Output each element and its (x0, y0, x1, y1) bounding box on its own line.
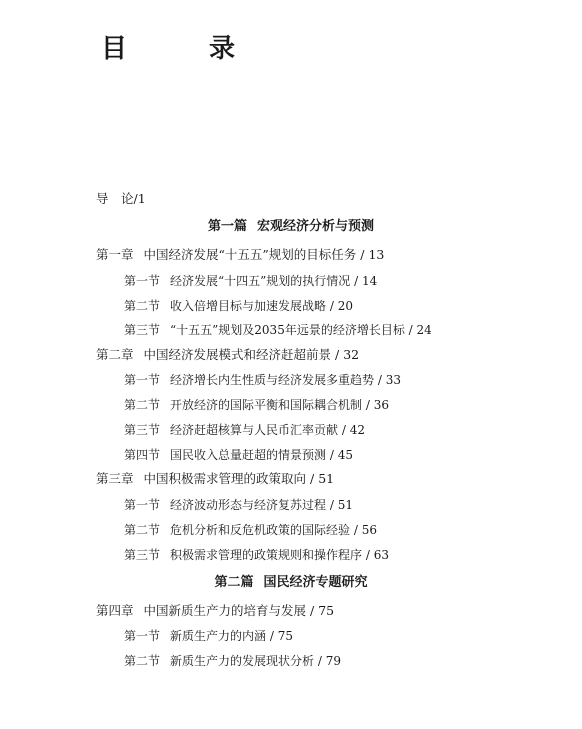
toc-chapter-1[interactable] (96, 247, 384, 263)
section-label: 第一节 (124, 373, 161, 387)
section-title: 经济波动形态与经济复苏过程 / (170, 498, 334, 512)
section-label: 第四节 (124, 448, 161, 462)
toc-page: 56 (361, 523, 377, 537)
section-label: 第二节 (124, 299, 161, 313)
toc-page: 63 (373, 548, 389, 562)
section-label: 第二节 (124, 398, 161, 412)
toc-section[interactable] (124, 547, 389, 563)
section-title: “十五五”规划及2035年远景的经济增长目标 / (170, 323, 413, 337)
toc-page: 33 (385, 373, 401, 387)
chapter-title: 中国经济发展“十五五”规划的目标任务 / (143, 247, 365, 262)
section-label: 第三节 (124, 323, 161, 337)
section-title: 开放经济的国际平衡和国际耦合机制 / (170, 398, 370, 412)
toc-page: 13 (368, 247, 385, 262)
chapter-title: 中国经济发展模式和经济赶超前景 / (143, 347, 340, 362)
toc-section[interactable] (124, 322, 432, 338)
section-title: 收入倍增目标与加速发展战略 / (170, 299, 334, 313)
toc-section[interactable] (124, 298, 353, 314)
toc-section[interactable] (124, 447, 353, 463)
toc-page: 45 (337, 448, 353, 462)
toc-page: 20 (337, 299, 353, 313)
toc-page: 32 (343, 347, 360, 362)
toc-page: 79 (325, 654, 341, 668)
toc-section[interactable] (124, 397, 389, 413)
toc-section[interactable] (124, 653, 341, 669)
part-label: 第一篇 (207, 219, 247, 234)
toc-page: 24 (416, 323, 432, 337)
chapter-label: 第一章 (96, 247, 134, 262)
chapter-label: 第四章 (96, 603, 134, 618)
chapter-label: 第三章 (96, 471, 134, 486)
section-label: 第三节 (124, 423, 161, 437)
part-label: 第二篇 (214, 575, 254, 590)
page-title: 目 录 (101, 34, 264, 64)
section-title: 国民收入总量赶超的情景预测 / (170, 448, 334, 462)
toc-section[interactable] (124, 273, 377, 289)
section-label: 第一节 (124, 629, 161, 643)
section-title: 积极需求管理的政策规则和操作程序 / (170, 548, 370, 562)
chapter-title: 中国新质生产力的培育与发展 / (143, 603, 315, 618)
toc-page: 51 (337, 498, 353, 512)
toc-chapter-4[interactable] (96, 603, 334, 619)
toc-chapter-2[interactable] (96, 347, 359, 363)
section-title: 经济增长内生性质与经济发展多重趋势 / (170, 373, 382, 387)
toc-part-2[interactable] (0, 575, 582, 591)
part-title: 国民经济专题研究 (263, 575, 368, 590)
section-title: 新质生产力的发展现状分析 / (170, 654, 322, 668)
section-title: 危机分析和反危机政策的国际经验 / (170, 523, 358, 537)
toc-page: 51 (318, 471, 335, 486)
section-label: 第一节 (124, 274, 161, 288)
section-label: 第三节 (124, 548, 161, 562)
chapter-title: 中国积极需求管理的政策取向 / (143, 471, 315, 486)
toc-page: 75 (318, 603, 335, 618)
toc-chapter-3[interactable] (96, 471, 334, 487)
chapter-label: 第二章 (96, 347, 134, 362)
toc-part-1[interactable] (0, 219, 582, 235)
toc-page: 14 (361, 274, 378, 288)
section-title: 经济发展“十四五”规划的执行情况 / (170, 274, 359, 288)
section-title: 经济赶超核算与人民币汇率贡献 / (170, 423, 346, 437)
toc-entry-intro[interactable] (96, 191, 146, 207)
section-label: 第二节 (124, 654, 161, 668)
section-title: 新质生产力的内涵 / (170, 629, 274, 643)
toc-page: 75 (277, 629, 293, 643)
toc-label: 导 论/ (96, 191, 138, 206)
section-label: 第一节 (124, 498, 161, 512)
section-label: 第二节 (124, 523, 161, 537)
toc-page: 42 (349, 423, 365, 437)
toc-page: 1 (137, 191, 146, 206)
toc-page: 36 (373, 398, 389, 412)
toc-section[interactable] (124, 422, 365, 438)
toc-section[interactable] (124, 522, 377, 538)
part-title: 宏观经济分析与预测 (257, 219, 375, 234)
toc-section[interactable] (124, 497, 353, 513)
toc-section[interactable] (124, 372, 401, 388)
toc-section[interactable] (124, 628, 293, 644)
